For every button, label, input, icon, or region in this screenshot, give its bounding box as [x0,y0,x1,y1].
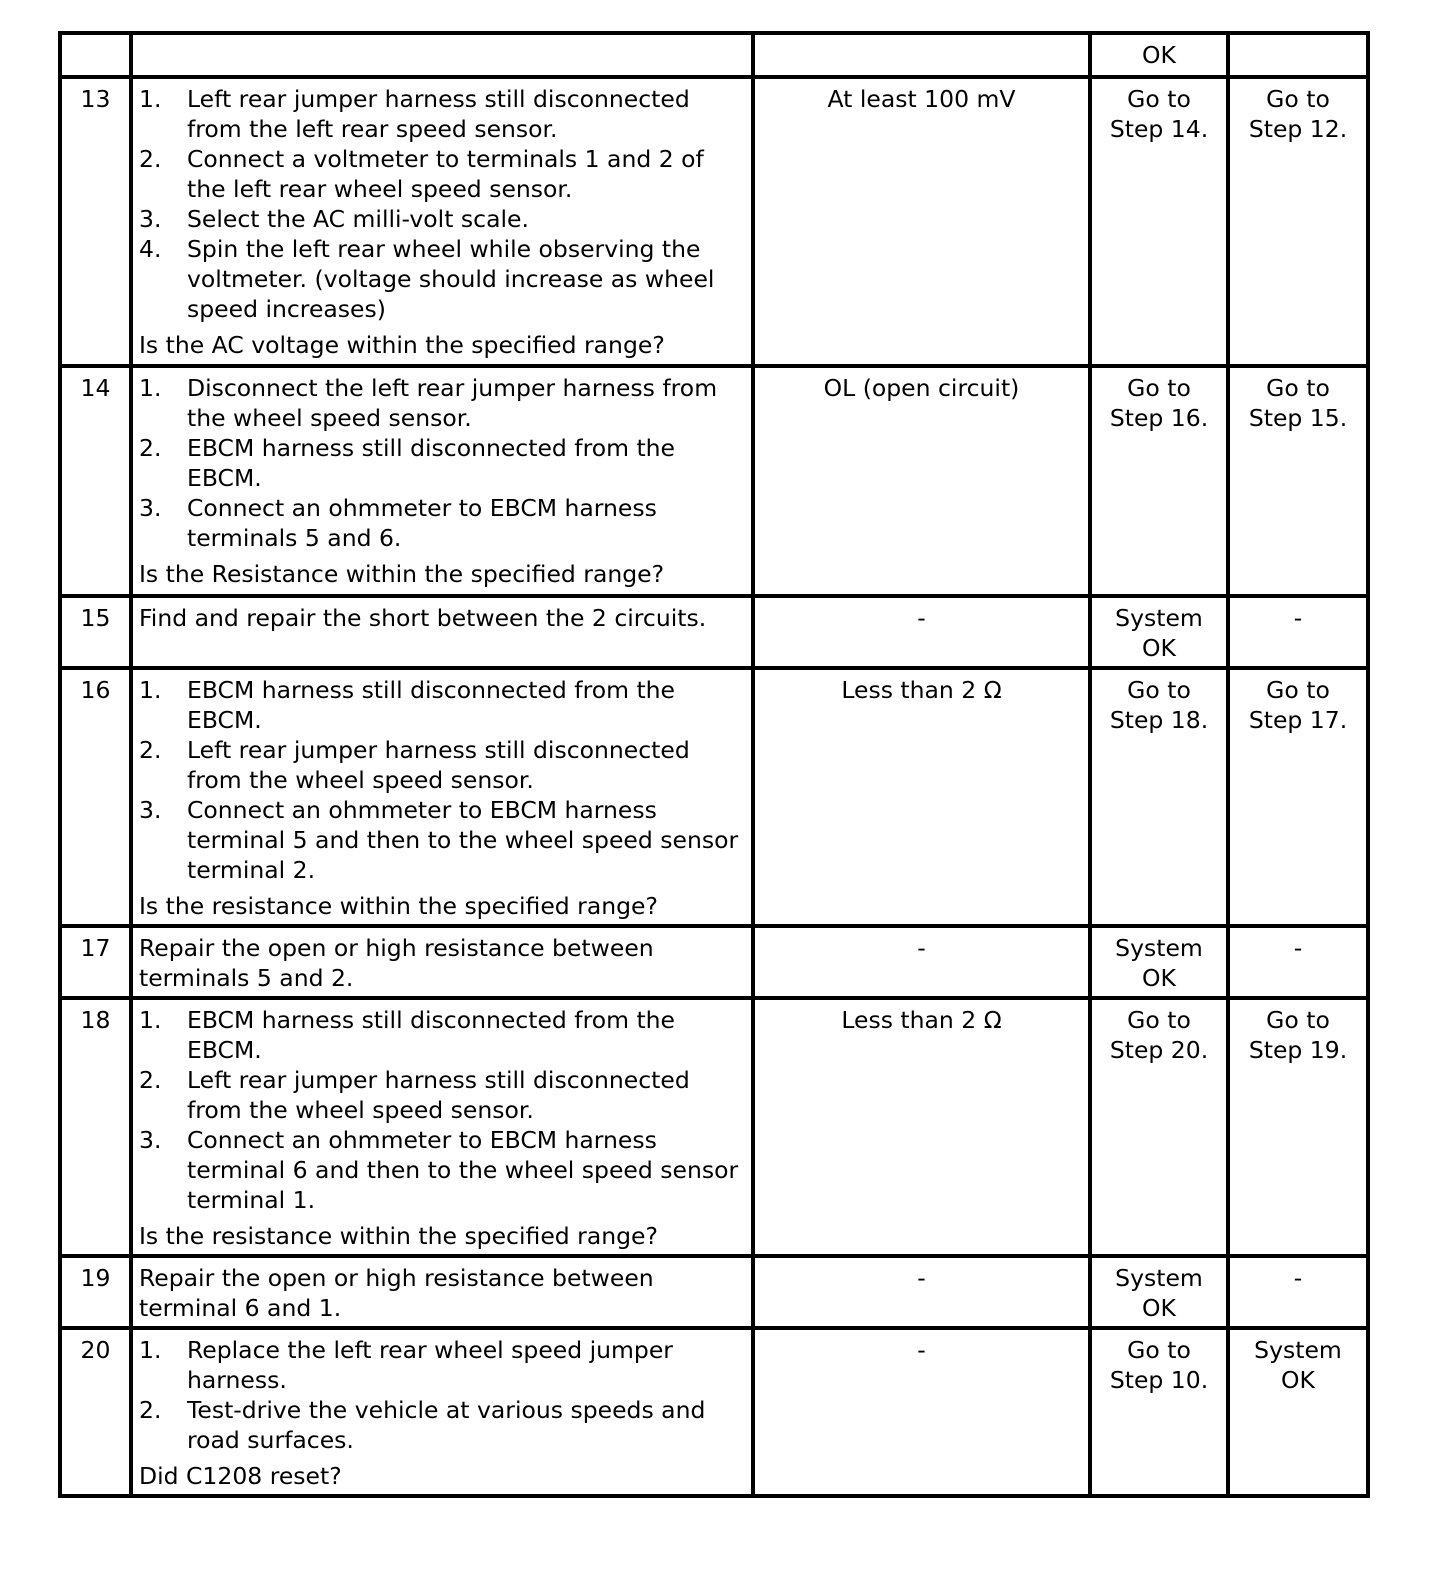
list-item-text: Replace the left rear wheel speed jumper harness. [187,1336,673,1394]
list-item [139,373,745,433]
no-cell: - [1228,1256,1368,1328]
list-item [139,1125,745,1215]
action-cell [131,77,753,366]
yes-cell: System OK [1090,1256,1228,1328]
table-row [60,77,1368,366]
question-text: Did C1208 reset? [139,1462,342,1490]
action-cell [131,596,753,668]
question-text: Is the resistance within the specified range? [139,1222,658,1250]
no-cell: - [1228,596,1368,668]
step-number: 13 [60,77,131,366]
step-number: 18 [60,998,131,1256]
no-cell: System OK [1228,1328,1368,1496]
table-row [60,366,1368,596]
list-item-number: 2. [139,1396,162,1424]
list-item [139,493,745,553]
table-row [60,33,1368,77]
yes-cell: Go to Step 18. [1090,668,1228,926]
step-number: 15 [60,596,131,668]
list-item-number: 1. [139,676,162,704]
value-cell: Less than 2 Ω [753,998,1090,1256]
list-item-text: Test-drive the vehicle at various speeds and road surfaces. [187,1396,706,1454]
list-item-text: EBCM harness still disconnected from the EBCM. [187,676,676,734]
action-list [139,1005,745,1215]
action-cell [131,33,753,77]
list-item [139,433,745,493]
step-number: 16 [60,668,131,926]
list-item [139,144,745,204]
action-cell [131,926,753,998]
list-item-text: EBCM harness still disconnected from the EBCM. [187,1006,676,1064]
value-cell: - [753,596,1090,668]
list-item-text: Left rear jumper harness still disconnected from the wheel speed sensor. [187,736,690,794]
list-item-number: 3. [139,796,162,824]
value-cell: - [753,1328,1090,1496]
yes-cell: System OK [1090,926,1228,998]
table-row [60,1328,1368,1496]
yes-cell: Go to Step 20. [1090,998,1228,1256]
list-item-text: Spin the left rear wheel while observing the voltmeter. (voltage should increase as wheel speed increases) [187,235,715,323]
step-number: 14 [60,366,131,596]
action-cell [131,1328,753,1496]
yes-cell: System OK [1090,596,1228,668]
table-row [60,668,1368,926]
action-text: Repair the open or high resistance between terminal 6 and 1. [139,1264,654,1322]
list-item [139,204,745,234]
action-list [139,373,745,553]
question-text: Is the resistance within the specified range? [139,892,658,920]
action-cell [131,366,753,596]
no-cell: Go to Step 15. [1228,366,1368,596]
step-number: 20 [60,1328,131,1496]
value-cell: - [753,1256,1090,1328]
value-cell [753,33,1090,77]
list-item [139,675,745,735]
yes-cell: Go to Step 16. [1090,366,1228,596]
list-item [139,1005,745,1065]
action-list [139,675,745,885]
list-item-number: 2. [139,434,162,462]
list-item-text: Left rear jumper harness still disconnected from the left rear speed sensor. [187,85,690,143]
list-item-text: Left rear jumper harness still disconnected from the wheel speed sensor. [187,1066,690,1124]
list-item [139,1335,745,1395]
list-item-number: 3. [139,1126,162,1154]
value-cell: - [753,926,1090,998]
step-number [60,33,131,77]
list-item-number: 1. [139,1006,162,1034]
list-item-number: 2. [139,1066,162,1094]
list-item [139,234,745,324]
list-item-number: 1. [139,85,162,113]
list-item-text: Connect an ohmmeter to EBCM harness terminal 6 and then to the wheel speed sensor terminal 1. [187,1126,739,1214]
yes-cell: Go to Step 10. [1090,1328,1228,1496]
yes-cell: Go to Step 14. [1090,77,1228,366]
list-item [139,795,745,885]
list-item [139,84,745,144]
action-list [139,1335,745,1455]
no-cell: - [1228,926,1368,998]
action-cell [131,1256,753,1328]
action-cell [131,998,753,1256]
table-row [60,596,1368,668]
list-item [139,1395,745,1455]
list-item-number: 2. [139,736,162,764]
table-row [60,926,1368,998]
list-item-number: 1. [139,374,162,402]
no-cell: Go to Step 17. [1228,668,1368,926]
no-cell [1228,33,1368,77]
value-cell: At least 100 mV [753,77,1090,366]
action-cell [131,668,753,926]
step-number: 17 [60,926,131,998]
list-item-number: 2. [139,145,162,173]
list-item-text: Select the AC milli-volt scale. [187,205,529,233]
action-text: Find and repair the short between the 2 circuits. [139,604,707,632]
step-number: 19 [60,1256,131,1328]
value-cell: OL (open circuit) [753,366,1090,596]
action-text: Repair the open or high resistance between terminals 5 and 2. [139,934,654,992]
question-text: Is the Resistance within the specified range? [139,560,665,588]
list-item [139,735,745,795]
no-cell: Go to Step 19. [1228,998,1368,1256]
list-item-number: 1. [139,1336,162,1364]
table-row [60,1256,1368,1328]
list-item-number: 3. [139,205,162,233]
list-item-text: Connect an ohmmeter to EBCM harness terminal 5 and then to the wheel speed sensor terminal 2. [187,796,739,884]
list-item-number: 4. [139,235,162,263]
question-text: Is the AC voltage within the specified range? [139,331,665,359]
list-item-number: 3. [139,494,162,522]
list-item [139,1065,745,1125]
diagnostic-table [58,31,1370,1498]
diagnostic-table-body [60,33,1368,1496]
list-item-text: EBCM harness still disconnected from the EBCM. [187,434,676,492]
table-row [60,998,1368,1256]
value-cell: Less than 2 Ω [753,668,1090,926]
list-item-text: Connect a voltmeter to terminals 1 and 2 of the left rear wheel speed sensor. [187,145,704,203]
list-item-text: Disconnect the left rear jumper harness from the wheel speed sensor. [187,374,718,432]
action-list [139,84,745,324]
list-item-text: Connect an ohmmeter to EBCM harness terminals 5 and 6. [187,494,657,552]
no-cell: Go to Step 12. [1228,77,1368,366]
yes-cell: OK [1090,33,1228,77]
